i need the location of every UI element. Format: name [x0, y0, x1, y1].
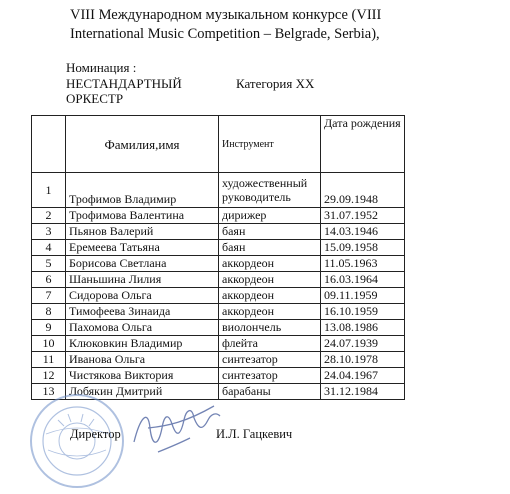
row-birth-date: 16.10.1959 [321, 304, 405, 320]
table-row [32, 256, 405, 272]
table-row [32, 288, 405, 304]
row-instrument: аккордеон [219, 304, 321, 320]
row-birth-date: 24.04.1967 [321, 368, 405, 384]
row-name: Еремеева Татьяна [66, 240, 219, 256]
row-instrument: виолончель [219, 320, 321, 336]
row-instrument: барабаны [219, 384, 321, 400]
row-name: Пьянов Валерий [66, 224, 219, 240]
row-number: 1 [32, 173, 66, 208]
row-instrument: аккордеон [219, 288, 321, 304]
table-row [32, 240, 405, 256]
table-row [32, 336, 405, 352]
document-heading [70, 6, 450, 44]
table-header-row [32, 116, 405, 173]
row-birth-date: 24.07.1939 [321, 336, 405, 352]
row-number: 5 [32, 256, 66, 272]
row-birth-date: 28.10.1978 [321, 352, 405, 368]
row-name: Трофимов Владимир [66, 173, 219, 208]
row-name: Иванова Ольга [66, 352, 219, 368]
row-instrument: дирижер [219, 208, 321, 224]
director-signature-icon [128, 398, 224, 458]
row-number: 4 [32, 240, 66, 256]
row-number: 6 [32, 272, 66, 288]
table-row [32, 320, 405, 336]
row-name: Пахомова Ольга [66, 320, 219, 336]
participants-table [31, 115, 405, 400]
row-instrument: баян [219, 224, 321, 240]
row-instrument: синтезатор [219, 368, 321, 384]
row-number: 12 [32, 368, 66, 384]
header-number [32, 116, 66, 173]
row-name: Борисова Светлана [66, 256, 219, 272]
table-row [32, 304, 405, 320]
header-instrument: Инструмент [219, 116, 321, 173]
row-number: 2 [32, 208, 66, 224]
row-name: Шаньшина Лилия [66, 272, 219, 288]
director-name: И.Л. Гацкевич [216, 427, 293, 441]
row-instrument: художественный руководитель [219, 173, 321, 208]
director-label: Директор [70, 427, 121, 441]
row-number: 10 [32, 336, 66, 352]
row-name: Трофимова Валентина [66, 208, 219, 224]
table-row [32, 272, 405, 288]
heading-line-1: VIII Международном музыкальном конкурсе (VIII [70, 7, 382, 23]
table-row [32, 208, 405, 224]
row-number: 11 [32, 352, 66, 368]
row-name: Тимофеева Зинаида [66, 304, 219, 320]
row-birth-date: 14.03.1946 [321, 224, 405, 240]
row-number: 7 [32, 288, 66, 304]
category-label: Категория XX [236, 76, 315, 91]
row-number: 9 [32, 320, 66, 336]
table-row [32, 224, 405, 240]
nomination-value: НЕСТАНДАРТНЫЙ ОРКЕСТР [66, 76, 182, 106]
row-birth-date: 15.09.1958 [321, 240, 405, 256]
row-number: 13 [32, 384, 66, 400]
row-instrument: аккордеон [219, 272, 321, 288]
heading-line-2: International Music Competition – Belgrade, Serbia), [70, 26, 380, 42]
row-name: Чистякова Виктория [66, 368, 219, 384]
table-row [32, 173, 405, 208]
row-name: Сидорова Ольга [66, 288, 219, 304]
table-row [32, 352, 405, 368]
row-instrument: флейта [219, 336, 321, 352]
row-birth-date: 09.11.1959 [321, 288, 405, 304]
table-body [32, 173, 405, 400]
row-birth-date: 29.09.1948 [321, 173, 405, 208]
row-name: Лобякин Дмитрий [66, 384, 219, 400]
header-name: Фамилия,имя [66, 116, 219, 173]
nomination-label: Номинация : [66, 60, 137, 75]
row-birth-date: 11.05.1963 [321, 256, 405, 272]
header-birth-date: Дата рождения [321, 116, 405, 173]
row-instrument: синтезатор [219, 352, 321, 368]
table-row [32, 368, 405, 384]
row-number: 3 [32, 224, 66, 240]
row-instrument: аккордеон [219, 256, 321, 272]
row-birth-date: 31.12.1984 [321, 384, 405, 400]
row-birth-date: 31.07.1952 [321, 208, 405, 224]
row-birth-date: 16.03.1964 [321, 272, 405, 288]
row-number: 8 [32, 304, 66, 320]
row-name: Клюковкин Владимир [66, 336, 219, 352]
row-instrument: баян [219, 240, 321, 256]
row-birth-date: 13.08.1986 [321, 320, 405, 336]
